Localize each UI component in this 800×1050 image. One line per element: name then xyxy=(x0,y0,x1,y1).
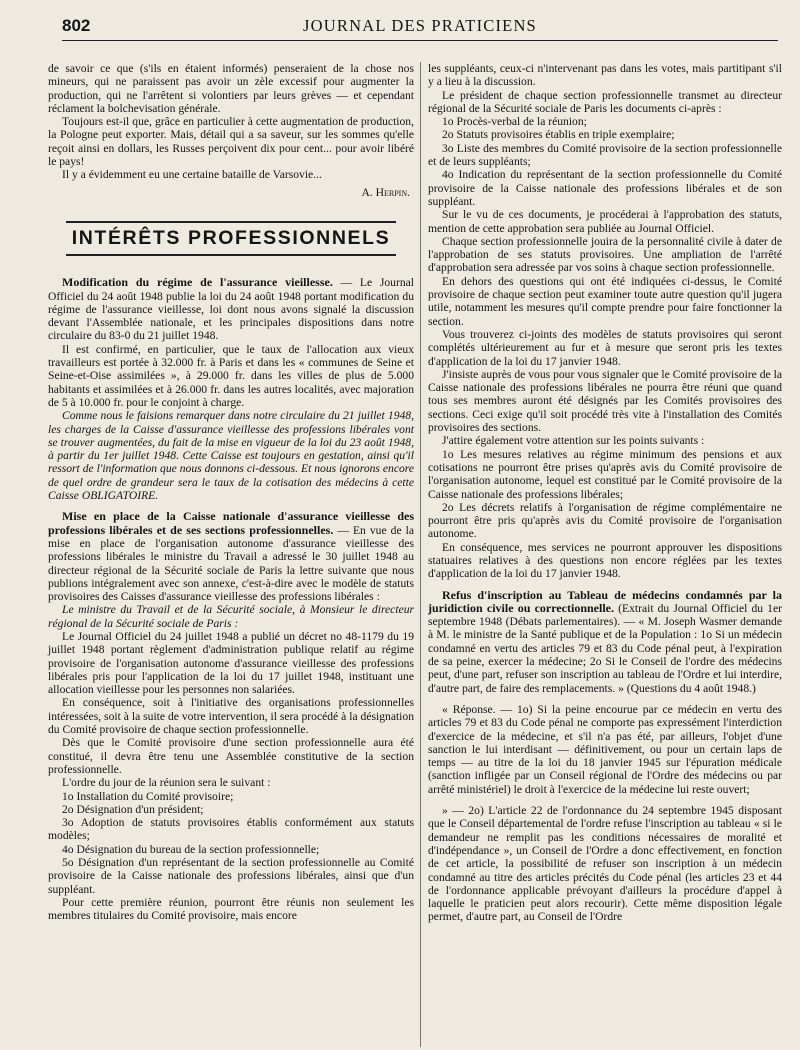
paragraph: Le président de chaque section professionnelle transmet au directeur régional de la Sécurité sociale de Paris les documents ci-après : xyxy=(428,88,782,115)
paragraph: Pour cette première réunion, pourront être réunis non seulement les membres titulaires du Comité provisoire, mais encore xyxy=(48,895,414,923)
article-text: (Extrait du Journal Officiel du 1er septembre 1948 (Débats parlementaires). — « M. Joseph Wasmer demande à M. le ministre de la Santé publique et de la Population : 1o Si un médecin condamné en vertu des articles 79 et 83 du Code pénal peut, à l'expiration de sa peine, exercer la médecine; 2o Si le Conseil de l'ordre des médecins peut, d'une part, refuser son inscription au tableau de l'Ordre et lui interdire, d'autre part, de faire des remplacements. » (Questions du 4 août 1948.) xyxy=(428,601,782,695)
paragraph: J'attire également votre attention sur les points suivants : xyxy=(442,434,705,448)
list-item: 2o Désignation d'un président; xyxy=(62,802,204,816)
article-paragraph xyxy=(48,276,414,342)
article-text: — En vue de la mise en place de l'organisation autonome d'assurance vieillesse des professions libérales le ministre du Travail a adressé le 30 juillet 1948 au directeur régional de la Sécurité sociale de Paris la lettre suivante que nous publions intégralement avec son annexe, c'est-à-dire avec le modèle de statuts provisoires des Caisses d'assurance vieillesse des professions libérales : xyxy=(48,523,414,604)
paragraph: Le ministre du Travail et de la Sécurité sociale, à Monsieur le directeur régional de la Sécurité sociale de Paris : xyxy=(48,603,414,630)
list-item: 1o Installation du Comité provisoire; xyxy=(62,789,234,803)
paragraph: Dès que le Comité provisoire d'une section professionnelle aura été constitué, il devra être tenu une Assemblée constitutive de la section professionnelle. xyxy=(48,736,414,776)
page-header xyxy=(62,10,778,41)
paragraph: Chaque section professionnelle jouira de la personnalité civile à dater de l'approbation de ses statuts provisoires. Une ampliation de l'arrêté d'approbation sera adressée par vos soins à chaque section professionnelle. xyxy=(428,234,782,275)
article-paragraph xyxy=(428,589,782,695)
paragraph: « Réponse. — 1o) Si la peine encourue par ce médecin en vertu des articles 79 et 83 du Code pénal ne comporte pas expressément l'interdiction d'exercice de la médecine, et s'il n'a pas été, par ailleurs, l'objet d'une sanction le lui interdisant — définitivement, ou pour un certain laps de temps — au titre de la loi du 18 janvier 1945 sur l'épuration médicale (sanction infligée par un Conseil régional de l'Ordre des médecins ou par arrêté ministériel) le droit à l'exercice de la médecine lui reste ouvert; xyxy=(428,702,782,796)
paragraph: Sur le vu de ces documents, je procéderai à l'approbation des statuts, mention de cette approbation sera publiée au Journal Officiel. xyxy=(428,208,782,235)
article-title: Modification du régime de l'assurance vieillesse. xyxy=(62,275,333,290)
paragraph: J'insiste auprès de vous pour vous signaler que le Comité provisoire de la Caisse nationale des professions libérales ne pourra être réuni que quand tous ses membres auront été désignés par les Comités provisoires des sections. Ceci exige qu'il soit procédé très vite à l'installation des Comités provisoires des sections. xyxy=(428,367,782,435)
paragraph: En dehors des questions qui ont été indiquées ci-dessus, le Comité provisoire de chaque section peut examiner toute autre question qu'il jugera utile, notamment les mesures qu'il compte prendre pour faire fonctionner la section. xyxy=(428,274,782,328)
agenda-list xyxy=(48,790,414,896)
list-item: 2o Les décrets relatifs à l'organisation de régime complémentaire ne pourront être pris qu'après avis du Comité provisoire de l'organisation autonome. xyxy=(428,500,782,541)
paragraph: Comme nous le faisions remarquer dans notre circulaire du 21 juillet 1948, les charges de la Caisse d'assurance vieillesse des professions libérales vont se trouver augmentées, du fait de la mise en vigueur de la loi du 23 août 1948, à partir du 1er juillet 1948. Cette Caisse est toujours en gestation, ainsi qu'il ressort de l'information que nous donnons ci-dessous. Et nous ignorons encore de quel ordre de grandeur sera le taux de la cotisation des médecins à cette Caisse OBLIGATOIRE. xyxy=(48,409,414,503)
paragraph: » — 2o) L'article 22 de l'ordonnance du 24 septembre 1945 disposant que le Conseil départemental de l'ordre refuse l'inscription au tableau « si le demandeur ne remplit pas les conditions nécessaires de moralité et d'indépendance », un Conseil de l'Ordre a donc effectivement, en fonction de cet article, la possibilité de refuser son inscription à un médecin condamné au titre des articles précités du Code pénal (les articles 23 et 44 de l'ordonnance applicable prévoyant d'ailleurs la procédure d'appel à laquelle le praticien peut alors recourir). Cette même disposition légale permet, d'autre part, au Conseil de l'Ordre xyxy=(428,804,782,924)
author-signature: A. Herpin. xyxy=(361,185,410,199)
paragraph: Toujours est-il que, grâce en particulier à cette augmentation de production, la Pologne peut exporter. Mais, détail qui a sa saveur, sur les sommes qu'elle reçoit ainsi en dollars, les Russes perçoivent dix pour cent... pour avoir libéré le pays! xyxy=(48,115,414,169)
page-number: 802 xyxy=(62,16,91,35)
article-paragraph xyxy=(48,510,414,603)
column-divider xyxy=(420,62,421,1047)
documents-list xyxy=(428,115,782,208)
article-title: Mise en place de la Caisse nationale d'assurance vieillesse des professions libérales et de ses sections professionnelles. xyxy=(48,509,414,537)
paragraph: Il est confirmé, en particulier, que le taux de l'allocation aux vieux travailleurs est portée à 32.000 fr. à Paris et dans les « communes de Seine et Seine-et-Oise assimilées », à 29.000 fr. dans les villes de plus de 5.000 habitants et assimilées et à 26.000 fr. dans les autres localités, avec majoration de 5 à 10.000 fr. pour le conjoint à charge. xyxy=(48,342,414,409)
journal-title: JOURNAL DES PRATICIENS xyxy=(303,16,537,35)
list-item: 3o Liste des membres du Comité provisoire de la section professionnelle et de leurs suppléants; xyxy=(428,141,782,169)
list-item: 2o Statuts provisoires établis en triple exemplaire; xyxy=(442,128,675,142)
list-item: 1o Les mesures relatives au régime minimum des pensions et aux cotisations ne pourront être prises qu'après avis du Comité provisoire de l'organisation autonome, lequel est constitué par le Comité provisoire de la Caisse nationale des professions libérales; xyxy=(428,447,782,501)
list-item: 4o Indication du représentant de la section professionnelle du Comité provisoire de la Caisse nationale des professions libérales et de son suppléant. xyxy=(428,168,782,208)
list-item: 4o Désignation du bureau de la section professionnelle; xyxy=(62,842,320,856)
left-column xyxy=(48,62,414,923)
paragraph: de savoir ce que (s'ils en étaient informés) penseraient de la chose nos mineurs, qui ne paraissent pas avoir un zèle excessif pour augmenter la production, qui ne l'arrêtent si volontiers par leurs grèves — et cependant réclament la bolchevisation générale. xyxy=(48,62,414,115)
article-title: Refus d'inscription au Tableau de médecins condamnés par la juridiction civile ou correctionnelle. xyxy=(428,587,782,615)
paragraph: En conséquence, soit à l'initiative des organisations professionnelles intéressées, soit à la suite de votre intervention, il sera procédé à la désignation du Comité provisoire de chaque section professionnelle. xyxy=(48,696,414,737)
paragraph: L'ordre du jour de la réunion sera le suivant : xyxy=(62,776,271,790)
section-heading-box xyxy=(48,221,414,256)
list-item: 1o Procès-verbal de la réunion; xyxy=(442,115,587,129)
list-item: 3o Adoption de statuts provisoires établis conformément aux statuts modèles; xyxy=(48,816,414,843)
article-text: — Le Journal Officiel du 24 août 1948 publie la loi du 24 août 1948 portant modification du régime de l'assurance vieillesse, loi dont nous avons signalé la discussion devant l'Assemblée nationale, et les principales dispositions dans notre circulaire du 83-0 du 21 juillet 1948. xyxy=(48,276,415,343)
list-item: 5o Désignation d'un représentant de la section professionnelle au Comité provisoire de la Caisse nationale des professions libérales, ainsi que d'un suppléant. xyxy=(48,856,414,896)
right-column xyxy=(428,62,782,924)
paragraph: Le Journal Officiel du 24 juillet 1948 a publié un décret no 48-1179 du 19 juillet 1948 portant règlement d'administration publique relatif au régime provisoire de l'organisation autonome d'assurance vieillesse des professions libérales pris pour l'application de la loi du 17 juillet 1948, instituant une allocation vieillesse pour les personnes non salariées. xyxy=(48,629,414,697)
section-heading: INTÉRÊTS PROFESSIONNELS xyxy=(66,221,397,256)
paragraph: En conséquence, mes services ne pourront approuver les dispositions statuaires relatives à des questions non encore réglées par les textes d'application de la loi du 17 janvier 1948. xyxy=(428,540,782,581)
paragraph: Il y a évidemment eu une certaine bataille de Varsovie... xyxy=(62,168,322,182)
attention-list xyxy=(428,448,782,541)
paragraph: les suppléants, ceux-ci n'intervenant pas dans les votes, mais partitipant s'il y a lieu à la discussion. xyxy=(428,62,782,89)
paragraph: Vous trouverez ci-joints des modèles de statuts provisoires qui seront complétés ultérieurement au fur et à mesure que seront pris les textes d'application de la loi du 17 janvier 1948. xyxy=(428,327,782,368)
